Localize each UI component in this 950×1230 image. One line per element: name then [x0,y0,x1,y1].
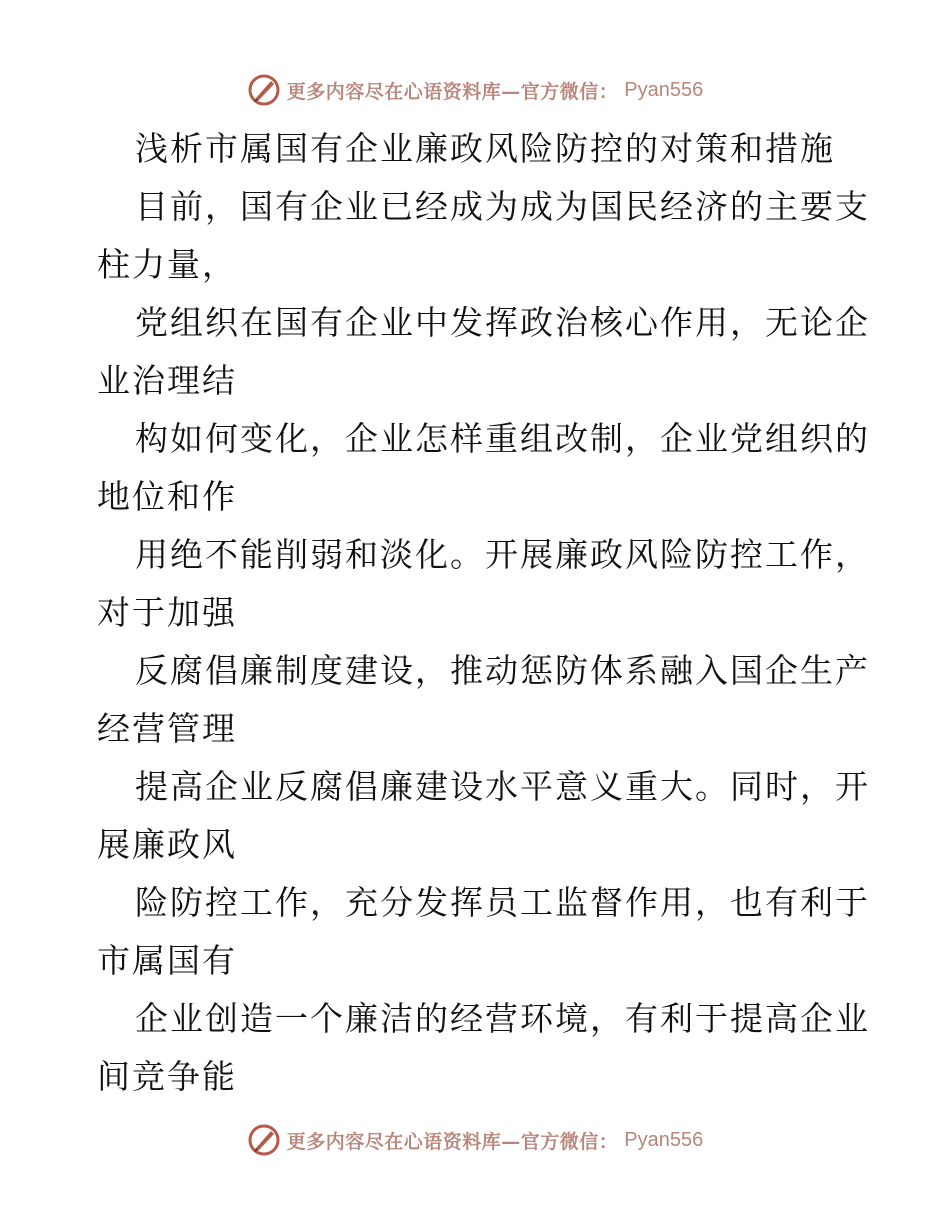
text-line: 市属国有 [97,941,237,980]
text-line: 业治理结 [97,361,237,400]
text-line: 展廉政风 [97,825,237,864]
text-line: 构如何变化，企业怎样重组改制，企业党组织的 [135,419,870,458]
document-body [97,120,870,1106]
text-line: 经营管理 [97,709,237,748]
text-line: 用绝不能削弱和淡化。开展廉政风险防控工作， [135,535,870,574]
text-line: 提高企业反腐倡廉建设水平意义重大。同时，开 [135,767,870,806]
text-line: 反腐倡廉制度建设，推动惩防体系融入国企生产 [135,651,870,690]
watermark-text: 更多内容尽在心语资料库—官方微信： [286,1130,619,1153]
watermark-text: 更多内容尽在心语资料库—官方微信： [286,80,619,103]
pen-logo-icon [247,1123,281,1157]
text-line: 险防控工作，充分发挥员工监督作用，也有利于 [135,883,870,922]
header-watermark [0,70,950,110]
text-line: 目前，国有企业已经成为成为国民经济的主要支 [135,187,870,226]
footer-watermark [0,1120,950,1160]
text-line: 柱力量， [97,245,237,284]
watermark-wechat-id: Pyan556 [624,1128,704,1151]
text-line: 党组织在国有企业中发挥政治核心作用，无论企 [135,303,870,342]
pen-logo-icon [247,73,281,107]
text-line: 地位和作 [97,477,237,516]
text-line: 对于加强 [97,593,237,632]
text-line: 企业创造一个廉洁的经营环境，有利于提高企业 [135,999,870,1038]
text-line: 间竞争能 [97,1057,237,1096]
watermark-wechat-id: Pyan556 [624,78,704,101]
document-title: 浅析市属国有企业廉政风险防控的对策和措施 [135,129,835,168]
